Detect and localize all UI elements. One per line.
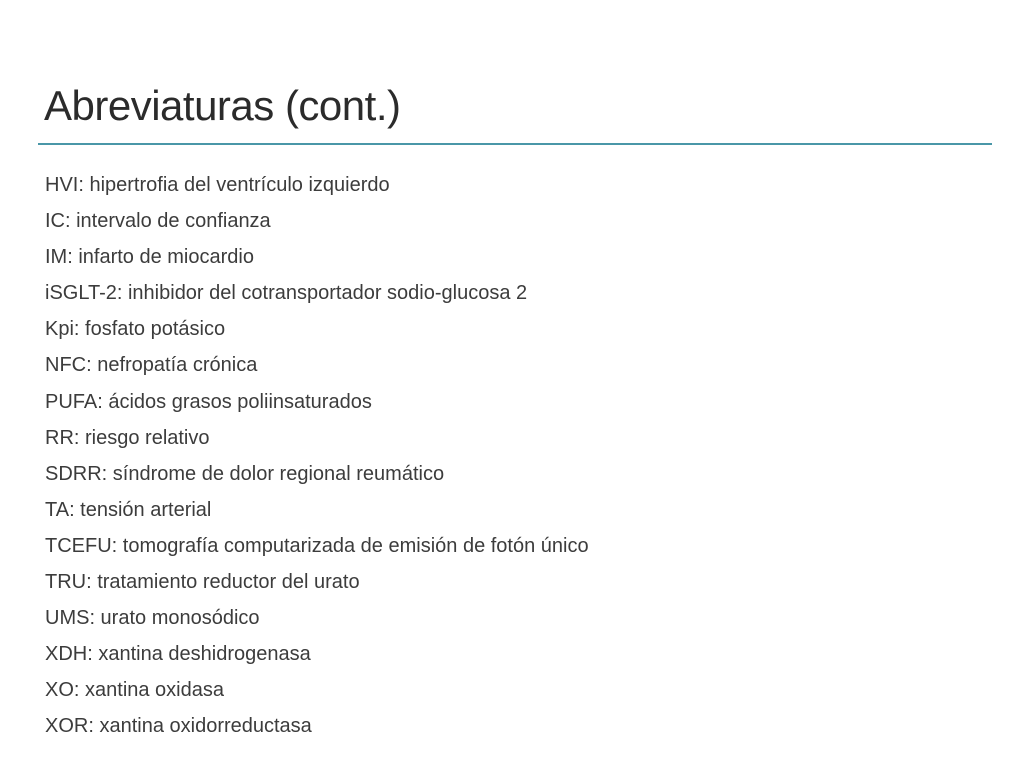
abbreviation-item: iSGLT-2: inhibidor del cotransportador sodio-glucosa 2 (45, 282, 528, 305)
abbreviation-item: RR: riesgo relativo (45, 426, 210, 449)
abbreviation-item: TA: tensión arterial (45, 498, 212, 521)
abbreviation-item: XOR: xantina oxidorreductasa (45, 715, 312, 738)
slide-title: Abreviaturas (cont.) (44, 82, 401, 129)
abbreviation-item: SDRR: síndrome de dolor regional reumático (45, 462, 445, 485)
abbreviation-item: UMS: urato monosódico (45, 607, 260, 630)
abbreviation-item: NFC: nefropatía crónica (45, 354, 258, 377)
abbreviation-item: HVI: hipertrofia del ventrículo izquierdo (45, 174, 390, 196)
abbreviation-item: XDH: xantina deshidrogenasa (45, 643, 311, 666)
abbreviation-item: TRU: tratamiento reductor del urato (45, 571, 360, 594)
abbreviation-item: IM: infarto de miocardio (45, 246, 254, 269)
abbreviation-item: Kpi: fosfato potásico (45, 318, 226, 341)
abbreviation-list (45, 167, 589, 745)
abbreviation-item: TCEFU: tomografía computarizada de emisión de fotón único (45, 534, 589, 557)
abbreviation-item: IC: intervalo de confianza (45, 210, 271, 233)
title-divider (38, 143, 992, 145)
abbreviation-item: PUFA: ácidos grasos poliinsaturados (45, 390, 372, 413)
abbreviation-item: XO: xantina oxidasa (45, 679, 224, 702)
